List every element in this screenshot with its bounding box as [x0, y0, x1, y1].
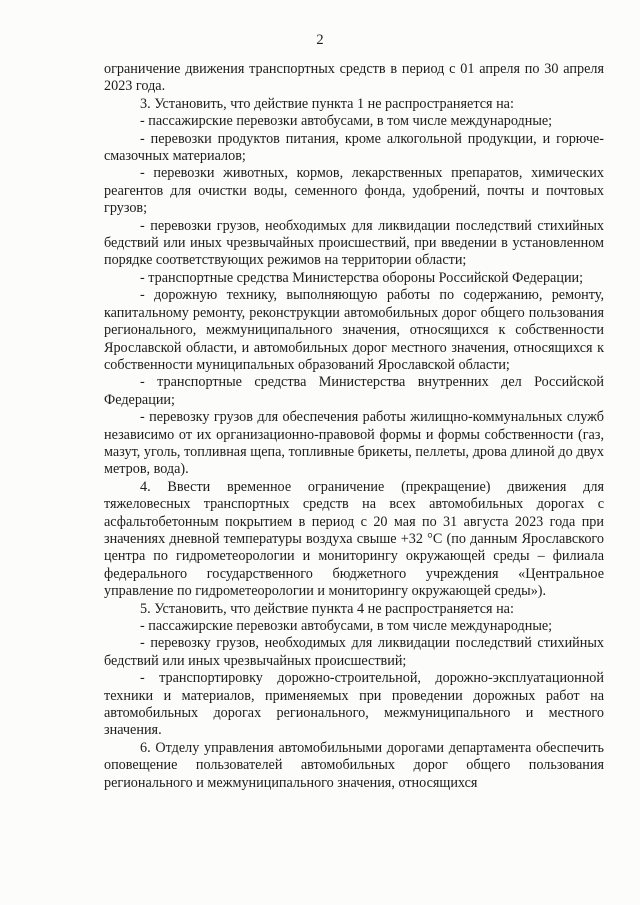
- paragraph: - пассажирские перевозки автобусами, в том числе международные;: [140, 618, 553, 634]
- paragraph: - дорожную технику, выполняющую работы по содержанию, ремонту, капитальному ремонту, реконструкции автомобильных дорог общего пользования регионального, межмуниципального значения, относящихся к собственности Ярославской области, и автомобильных дорог местного значения, относящихся к собственности муниципальных образований Ярославской области;: [104, 287, 604, 373]
- paragraph: - перевозки грузов, необходимых для ликвидации последствий стихийных бедствий или иных чрезвычайных происшествий, при введении в установленном порядке соответствующих режимов на территории области;: [104, 217, 604, 269]
- paragraph: - транспортные средства Министерства обороны Российской Федерации;: [140, 269, 584, 286]
- paragraph: - перевозку грузов, необходимых для ликвидации последствий стихийных бедствий или иных чрезвычайных происшествий;: [104, 635, 604, 669]
- paragraph: - пассажирские перевозки автобусами, в том числе международные;: [140, 113, 553, 130]
- paragraph: 4. Ввести временное ограничение (прекращение) движения для тяжеловесных транспортных средств на всех автомобильных дорогах с асфальтобетонным покрытием в период с 20 мая по 31 августа 2023 года при значениях дневной температуры воздуха свыше +32 °С (по данным Ярославского центра по гидрометеорологии и мониторингу окружающей среды – филиала федерального государственного бюджетного учреждения «Центральное управление по гидрометеорологии и мониторингу окружающей среды»).: [104, 478, 604, 600]
- paragraph: - перевозки продуктов питания, кроме алкогольной продукции, и горюче-смазочных материалов;: [104, 130, 604, 165]
- paragraph: 6. Отделу управления автомобильными дорогами департамента обеспечить оповещение пользователей автомобильных дорог общего пользования регионального и межмуниципального значения, относящихся: [104, 739, 604, 791]
- paragraph: 3. Установить, что действие пункта 1 не распространяется на:: [140, 95, 514, 112]
- paragraph: - транспортные средства Министерства внутренних дел Российской Федерации;: [104, 374, 604, 408]
- paragraph: - транспортировку дорожно-строительной, дорожно-эксплуатационной техники и материалов, применяемых при проведении дорожных работ на автомобильных дорогах регионального, межмуниципального и местного значения.: [104, 670, 604, 739]
- document-body: [104, 61, 604, 792]
- page-number: 2: [316, 32, 324, 48]
- paragraph: ограничение движения транспортных средств в период с 01 апреля по 30 апреля 2023 года.: [104, 61, 604, 95]
- paragraph: - перевозки животных, кормов, лекарственных препаратов, химических реагентов для очистки воды, семенного фонда, удобрений, почты и почтовых грузов;: [104, 165, 604, 217]
- paragraph: - перевозку грузов для обеспечения работы жилищно-коммунальных служб независимо от их организационно-правовой формы и формы собственности (газ, мазут, уголь, топливная щепа, топливные брикеты, пеллеты, дрова длиной до двух метров, вода).: [104, 409, 604, 478]
- paragraph: 5. Установить, что действие пункта 4 не распространяется на:: [140, 600, 514, 617]
